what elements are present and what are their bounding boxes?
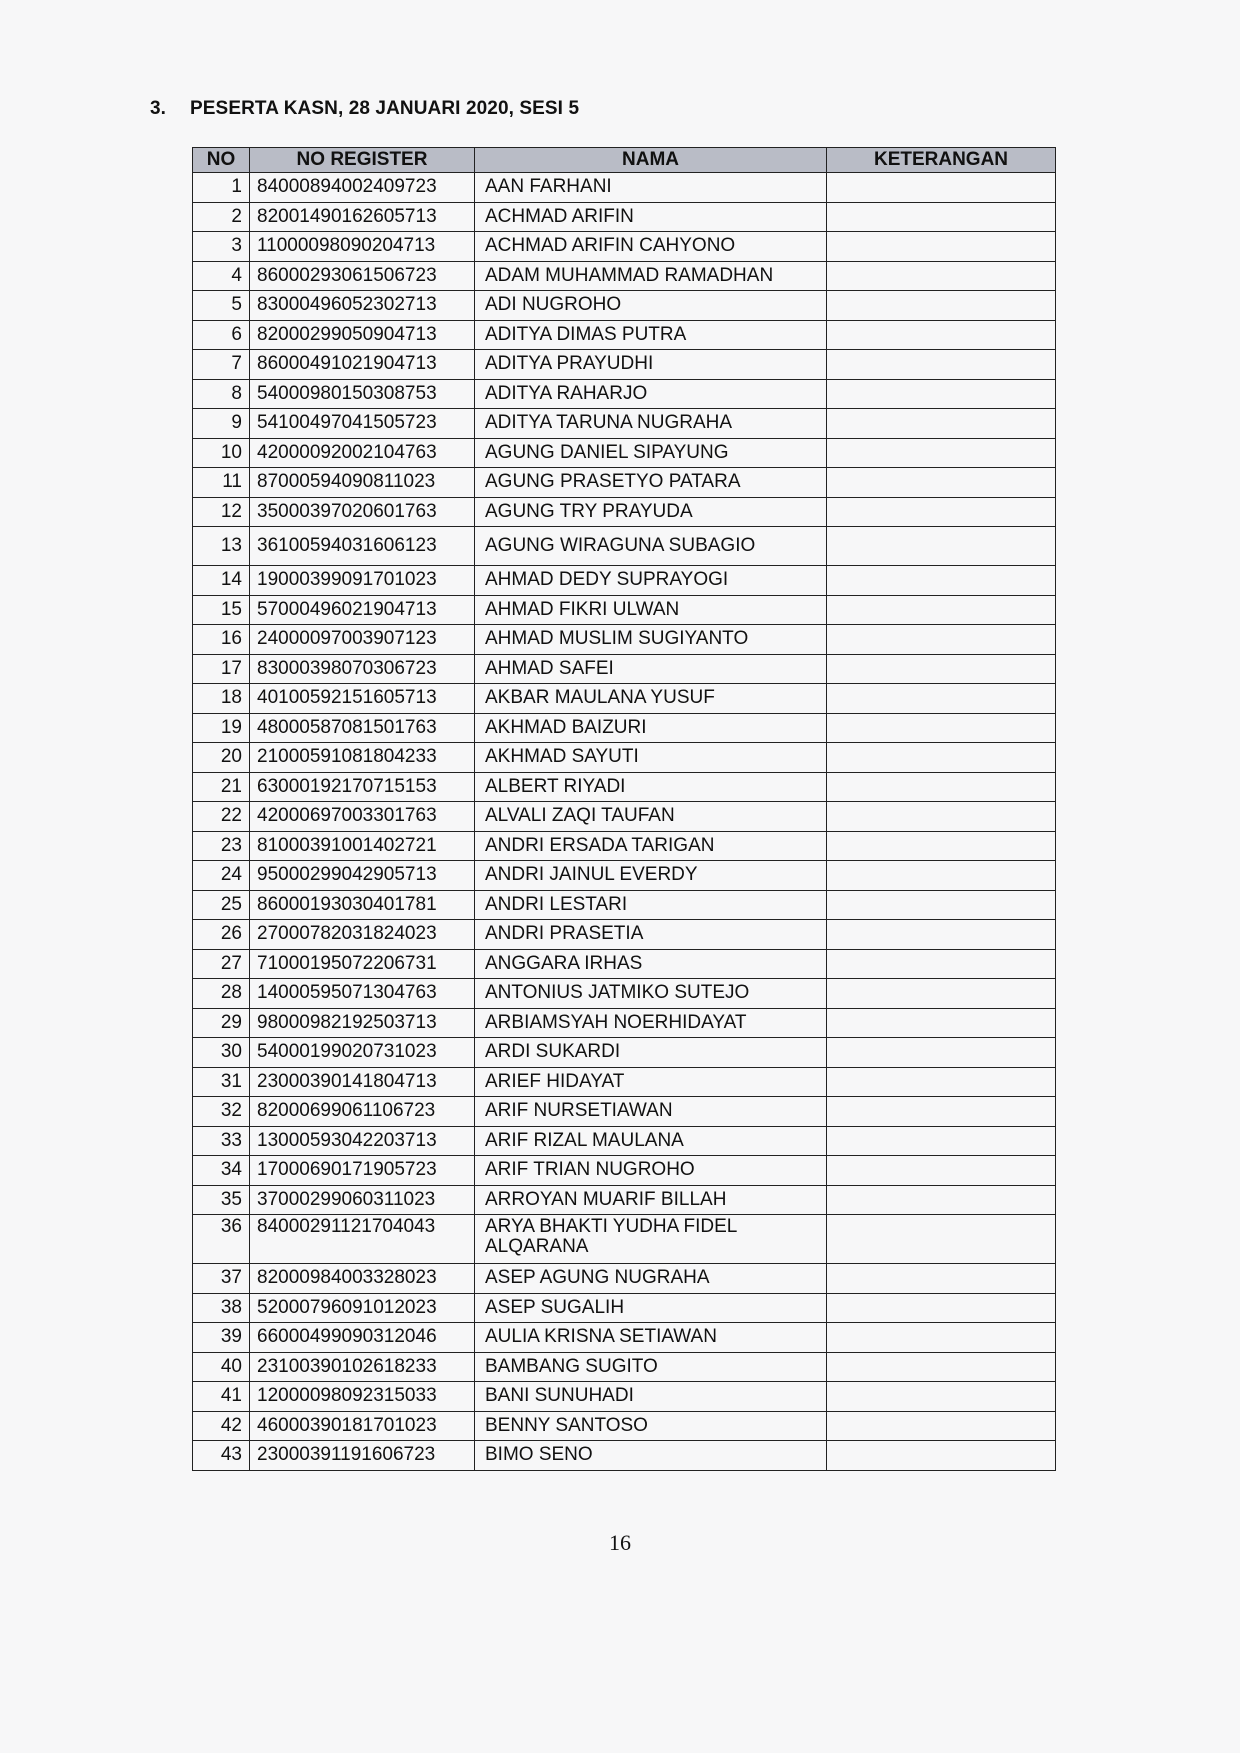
- cell-keterangan: [827, 379, 1056, 409]
- table-row: [193, 1185, 1056, 1215]
- table-row: [193, 949, 1056, 979]
- cell-no: 41: [193, 1382, 250, 1412]
- cell-nama: AGUNG WIRAGUNA SUBAGIO: [475, 527, 827, 566]
- header-no: NO: [193, 148, 250, 173]
- table-row: [193, 202, 1056, 232]
- cell-no: 9: [193, 409, 250, 439]
- cell-no: 36: [193, 1215, 250, 1264]
- cell-keterangan: [827, 350, 1056, 380]
- cell-keterangan: [827, 1038, 1056, 1068]
- cell-no-register: 52000796091012023: [250, 1293, 475, 1323]
- table-row: [193, 890, 1056, 920]
- cell-no-register: 86000193030401781: [250, 890, 475, 920]
- table-row: [193, 979, 1056, 1009]
- cell-no-register: 82000699061106723: [250, 1097, 475, 1127]
- table-row: [193, 684, 1056, 714]
- table-row: [193, 1215, 1056, 1264]
- cell-no: 14: [193, 566, 250, 596]
- cell-nama: ANDRI PRASETIA: [475, 920, 827, 950]
- cell-keterangan: [827, 1097, 1056, 1127]
- cell-no: 26: [193, 920, 250, 950]
- cell-no: 16: [193, 625, 250, 655]
- cell-no-register: 84000894002409723: [250, 173, 475, 203]
- cell-no-register: 82000984003328023: [250, 1264, 475, 1294]
- cell-nama: ADITYA DIMAS PUTRA: [475, 320, 827, 350]
- table-row: [193, 831, 1056, 861]
- cell-nama: AGUNG PRASETYO PATARA: [475, 468, 827, 498]
- cell-nama: AHMAD MUSLIM SUGIYANTO: [475, 625, 827, 655]
- cell-no-register: 24000097003907123: [250, 625, 475, 655]
- cell-keterangan: [827, 1008, 1056, 1038]
- cell-no: 37: [193, 1264, 250, 1294]
- cell-no-register: 17000690171905723: [250, 1156, 475, 1186]
- cell-no-register: 87000594090811023: [250, 468, 475, 498]
- cell-nama: ALBERT RIYADI: [475, 772, 827, 802]
- cell-keterangan: [827, 743, 1056, 773]
- table-body: [193, 173, 1056, 1471]
- cell-no-register: 98000982192503713: [250, 1008, 475, 1038]
- cell-nama: BENNY SANTOSO: [475, 1411, 827, 1441]
- cell-no-register: 46000390181701023: [250, 1411, 475, 1441]
- table-row: [193, 1293, 1056, 1323]
- cell-no: 43: [193, 1441, 250, 1471]
- table-row: [193, 261, 1056, 291]
- cell-keterangan: [827, 1215, 1056, 1264]
- cell-keterangan: [827, 772, 1056, 802]
- cell-keterangan: [827, 261, 1056, 291]
- cell-no: 34: [193, 1156, 250, 1186]
- cell-no-register: 42000697003301763: [250, 802, 475, 832]
- section-number: 3.: [150, 98, 167, 119]
- cell-keterangan: [827, 920, 1056, 950]
- header-keterangan: KETERANGAN: [827, 148, 1056, 173]
- cell-no: 29: [193, 1008, 250, 1038]
- cell-no: 31: [193, 1067, 250, 1097]
- cell-no-register: 36100594031606123: [250, 527, 475, 566]
- cell-nama: AKHMAD SAYUTI: [475, 743, 827, 773]
- cell-no: 18: [193, 684, 250, 714]
- cell-keterangan: [827, 438, 1056, 468]
- cell-no-register: 66000499090312046: [250, 1323, 475, 1353]
- cell-keterangan: [827, 713, 1056, 743]
- cell-no: 32: [193, 1097, 250, 1127]
- cell-keterangan: [827, 566, 1056, 596]
- cell-nama: ALVALI ZAQI TAUFAN: [475, 802, 827, 832]
- cell-no-register: 13000593042203713: [250, 1126, 475, 1156]
- cell-no: 35: [193, 1185, 250, 1215]
- cell-nama: ARIF NURSETIAWAN: [475, 1097, 827, 1127]
- cell-keterangan: [827, 320, 1056, 350]
- cell-no-register: 84000291121704043: [250, 1215, 475, 1264]
- cell-keterangan: [827, 1382, 1056, 1412]
- cell-no-register: 12000098092315033: [250, 1382, 475, 1412]
- table-row: [193, 1323, 1056, 1353]
- table-row: [193, 713, 1056, 743]
- cell-no: 27: [193, 949, 250, 979]
- section-title: PESERTA KASN, 28 JANUARI 2020, SESI 5: [190, 98, 580, 119]
- cell-nama: ACHMAD ARIFIN CAHYONO: [475, 232, 827, 262]
- table-row: [193, 1097, 1056, 1127]
- cell-keterangan: [827, 890, 1056, 920]
- cell-keterangan: [827, 173, 1056, 203]
- table-row: [193, 595, 1056, 625]
- table-row: [193, 1352, 1056, 1382]
- cell-keterangan: [827, 654, 1056, 684]
- cell-nama: AHMAD SAFEI: [475, 654, 827, 684]
- cell-keterangan: [827, 232, 1056, 262]
- cell-no: 6: [193, 320, 250, 350]
- cell-nama: ARROYAN MUARIF BILLAH: [475, 1185, 827, 1215]
- table-row: [193, 1156, 1056, 1186]
- cell-no-register: 54000980150308753: [250, 379, 475, 409]
- cell-nama: ANTONIUS JATMIKO SUTEJO: [475, 979, 827, 1009]
- table-row: [193, 772, 1056, 802]
- cell-nama: ANGGARA IRHAS: [475, 949, 827, 979]
- cell-no: 3: [193, 232, 250, 262]
- cell-keterangan: [827, 409, 1056, 439]
- cell-keterangan: [827, 831, 1056, 861]
- cell-no: 10: [193, 438, 250, 468]
- header-no-register: NO REGISTER: [250, 148, 475, 173]
- cell-no: 15: [193, 595, 250, 625]
- cell-nama: ADI NUGROHO: [475, 291, 827, 321]
- table-row: [193, 438, 1056, 468]
- table-row: [193, 1411, 1056, 1441]
- cell-nama: AGUNG DANIEL SIPAYUNG: [475, 438, 827, 468]
- cell-no: 13: [193, 527, 250, 566]
- cell-nama: ADITYA TARUNA NUGRAHA: [475, 409, 827, 439]
- cell-nama: AHMAD FIKRI ULWAN: [475, 595, 827, 625]
- cell-keterangan: [827, 1264, 1056, 1294]
- cell-keterangan: [827, 1441, 1056, 1471]
- cell-nama: ARBIAMSYAH NOERHIDAYAT: [475, 1008, 827, 1038]
- cell-keterangan: [827, 949, 1056, 979]
- cell-no: 5: [193, 291, 250, 321]
- cell-no-register: 63000192170715153: [250, 772, 475, 802]
- cell-keterangan: [827, 625, 1056, 655]
- table-row: [193, 920, 1056, 950]
- cell-keterangan: [827, 802, 1056, 832]
- cell-no-register: 86000491021904713: [250, 350, 475, 380]
- table-row: [193, 350, 1056, 380]
- cell-keterangan: [827, 527, 1056, 566]
- cell-nama: AKHMAD BAIZURI: [475, 713, 827, 743]
- cell-no-register: 86000293061506723: [250, 261, 475, 291]
- cell-nama: AKBAR MAULANA YUSUF: [475, 684, 827, 714]
- table-row: [193, 1008, 1056, 1038]
- cell-nama: ARIEF HIDAYAT: [475, 1067, 827, 1097]
- section-heading: [150, 98, 579, 120]
- cell-no-register: 19000399091701023: [250, 566, 475, 596]
- cell-nama: AULIA KRISNA SETIAWAN: [475, 1323, 827, 1353]
- cell-no: 17: [193, 654, 250, 684]
- cell-nama: ADITYA PRAYUDHI: [475, 350, 827, 380]
- table-header-row: [193, 148, 1056, 173]
- cell-no: 25: [193, 890, 250, 920]
- cell-keterangan: [827, 1352, 1056, 1382]
- cell-no: 11: [193, 468, 250, 498]
- cell-nama: BANI SUNUHADI: [475, 1382, 827, 1412]
- table-row: [193, 743, 1056, 773]
- cell-nama: ARYA BHAKTI YUDHA FIDEL ALQARANA: [475, 1215, 827, 1264]
- cell-no: 40: [193, 1352, 250, 1382]
- cell-nama: AHMAD DEDY SUPRAYOGI: [475, 566, 827, 596]
- cell-no-register: 83000496052302713: [250, 291, 475, 321]
- cell-nama: ANDRI LESTARI: [475, 890, 827, 920]
- cell-no: 8: [193, 379, 250, 409]
- cell-nama: ARIF TRIAN NUGROHO: [475, 1156, 827, 1186]
- cell-no-register: 40100592151605713: [250, 684, 475, 714]
- cell-no: 2: [193, 202, 250, 232]
- cell-no: 21: [193, 772, 250, 802]
- cell-no: 24: [193, 861, 250, 891]
- cell-no-register: 83000398070306723: [250, 654, 475, 684]
- table-row: [193, 1126, 1056, 1156]
- cell-no: 19: [193, 713, 250, 743]
- cell-nama: ANDRI JAINUL EVERDY: [475, 861, 827, 891]
- page-number: 16: [609, 1530, 631, 1555]
- table-row: [193, 232, 1056, 262]
- cell-no-register: 48000587081501763: [250, 713, 475, 743]
- cell-nama: ACHMAD ARIFIN: [475, 202, 827, 232]
- cell-no: 33: [193, 1126, 250, 1156]
- table-row: [193, 654, 1056, 684]
- header-nama: NAMA: [475, 148, 827, 173]
- cell-no: 20: [193, 743, 250, 773]
- cell-no-register: 54100497041505723: [250, 409, 475, 439]
- cell-keterangan: [827, 1185, 1056, 1215]
- cell-no: 23: [193, 831, 250, 861]
- cell-no: 39: [193, 1323, 250, 1353]
- cell-no-register: 11000098090204713: [250, 232, 475, 262]
- cell-no-register: 23000391191606723: [250, 1441, 475, 1471]
- cell-no-register: 23100390102618233: [250, 1352, 475, 1382]
- cell-no-register: 71000195072206731: [250, 949, 475, 979]
- cell-nama: ASEP AGUNG NUGRAHA: [475, 1264, 827, 1294]
- table-row: [193, 802, 1056, 832]
- table-row: [193, 320, 1056, 350]
- cell-keterangan: [827, 595, 1056, 625]
- cell-no-register: 81000391001402721: [250, 831, 475, 861]
- table-row: [193, 1067, 1056, 1097]
- cell-no-register: 95000299042905713: [250, 861, 475, 891]
- cell-no-register: 57000496021904713: [250, 595, 475, 625]
- cell-no-register: 42000092002104763: [250, 438, 475, 468]
- cell-nama: ADAM MUHAMMAD RAMADHAN: [475, 261, 827, 291]
- cell-keterangan: [827, 1411, 1056, 1441]
- cell-nama: ASEP SUGALIH: [475, 1293, 827, 1323]
- cell-nama: ANDRI ERSADA TARIGAN: [475, 831, 827, 861]
- cell-no: 1: [193, 173, 250, 203]
- cell-no: 42: [193, 1411, 250, 1441]
- cell-keterangan: [827, 861, 1056, 891]
- cell-no-register: 23000390141804713: [250, 1067, 475, 1097]
- cell-no-register: 14000595071304763: [250, 979, 475, 1009]
- participants-table: [192, 147, 1056, 1471]
- table-row: [193, 497, 1056, 527]
- table-row: [193, 1038, 1056, 1068]
- table-row: [193, 291, 1056, 321]
- cell-nama: BIMO SENO: [475, 1441, 827, 1471]
- cell-keterangan: [827, 1067, 1056, 1097]
- table-row: [193, 173, 1056, 203]
- cell-no-register: 27000782031824023: [250, 920, 475, 950]
- cell-no-register: 37000299060311023: [250, 1185, 475, 1215]
- table-row: [193, 468, 1056, 498]
- cell-nama: AAN FARHANI: [475, 173, 827, 203]
- table-row: [193, 1264, 1056, 1294]
- cell-keterangan: [827, 1293, 1056, 1323]
- cell-nama: BAMBANG SUGITO: [475, 1352, 827, 1382]
- cell-keterangan: [827, 684, 1056, 714]
- table-row: [193, 527, 1056, 566]
- cell-no-register: 21000591081804233: [250, 743, 475, 773]
- cell-nama: ADITYA RAHARJO: [475, 379, 827, 409]
- cell-keterangan: [827, 468, 1056, 498]
- cell-no-register: 54000199020731023: [250, 1038, 475, 1068]
- table-row: [193, 379, 1056, 409]
- cell-nama: ARDI SUKARDI: [475, 1038, 827, 1068]
- cell-no: 12: [193, 497, 250, 527]
- cell-keterangan: [827, 1126, 1056, 1156]
- cell-keterangan: [827, 202, 1056, 232]
- cell-keterangan: [827, 291, 1056, 321]
- cell-no-register: 82000299050904713: [250, 320, 475, 350]
- cell-no-register: 82001490162605713: [250, 202, 475, 232]
- cell-keterangan: [827, 497, 1056, 527]
- cell-no-register: 35000397020601763: [250, 497, 475, 527]
- table-row: [193, 861, 1056, 891]
- cell-keterangan: [827, 1323, 1056, 1353]
- cell-no: 7: [193, 350, 250, 380]
- cell-keterangan: [827, 1156, 1056, 1186]
- table-row: [193, 1441, 1056, 1471]
- cell-nama: AGUNG TRY PRAYUDA: [475, 497, 827, 527]
- cell-no: 4: [193, 261, 250, 291]
- cell-no: 38: [193, 1293, 250, 1323]
- cell-keterangan: [827, 979, 1056, 1009]
- cell-no: 28: [193, 979, 250, 1009]
- table-row: [193, 566, 1056, 596]
- table-row: [193, 625, 1056, 655]
- cell-no: 30: [193, 1038, 250, 1068]
- cell-nama: ARIF RIZAL MAULANA: [475, 1126, 827, 1156]
- table-row: [193, 1382, 1056, 1412]
- cell-no: 22: [193, 802, 250, 832]
- table-row: [193, 409, 1056, 439]
